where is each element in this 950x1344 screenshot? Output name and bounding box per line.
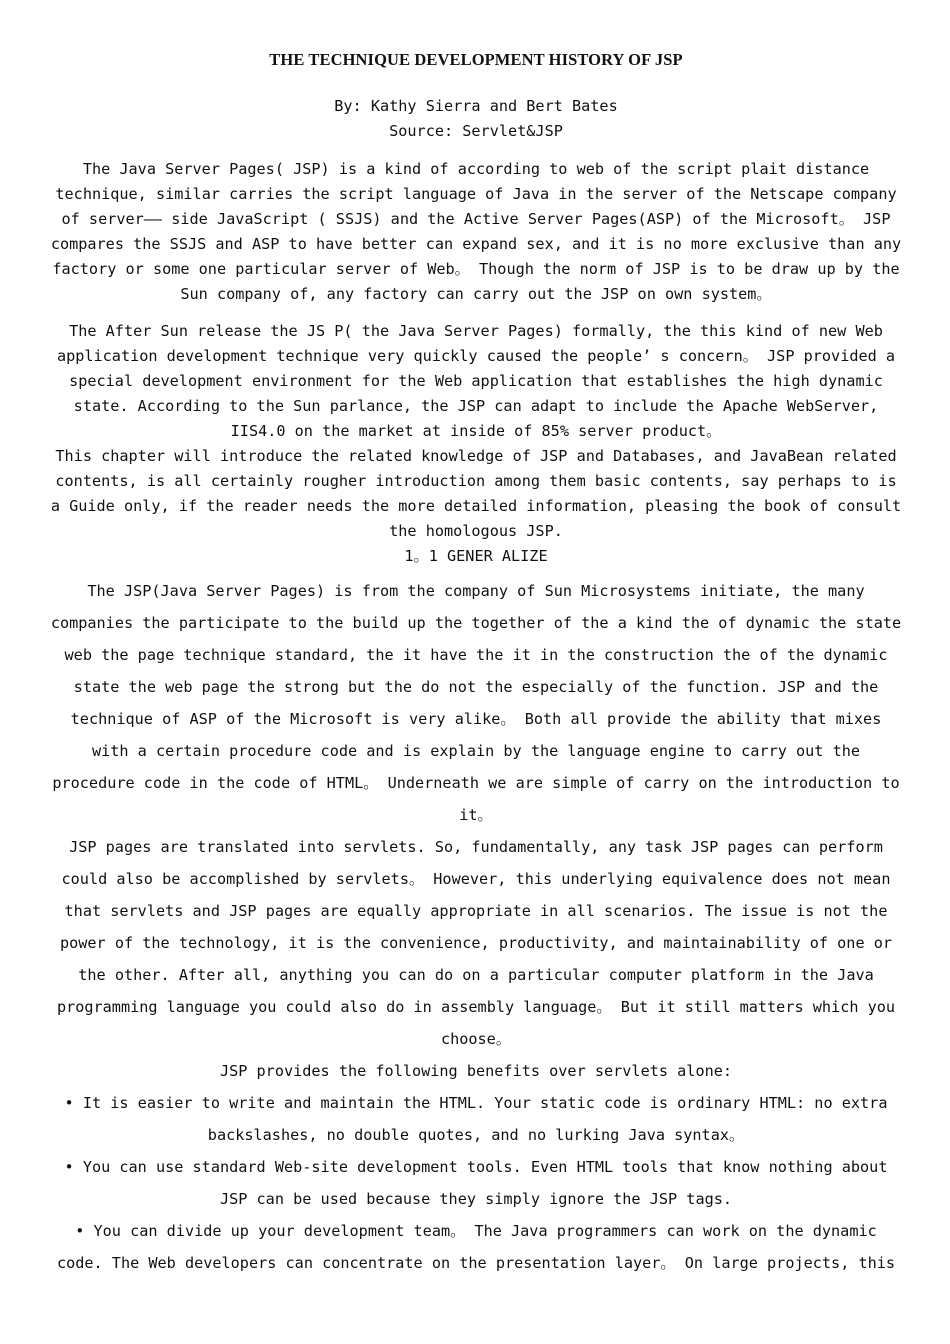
section-heading: 1。1 GENER ALIZE xyxy=(404,547,548,565)
document-title: THE TECHNIQUE DEVELOPMENT HISTORY OF JSP xyxy=(269,50,683,69)
benefits-intro: JSP provides the following benefits over servlets alone: xyxy=(219,1062,733,1080)
author-line: By: Kathy Sierra and Bert Bates xyxy=(334,97,618,115)
intro-paragraph-3: This chapter will introduce the related knowledge of JSP and Databases, and JavaBean related contents, is all certainly rougher introduction among them basic contents, say perhaps to is a Guide only, if the reader needs the more detailed information, pleasing the book of consult the homologous JSP. xyxy=(50,447,902,540)
generalize-paragraph-2: JSP pages are translated into servlets. So, fundamentally, any task JSP pages can perform could also be accomplished by servlets。 However, this underlying equivalence does not mean that servlets and JSP pages are equally appropriate in all scenarios. The issue is not the power of the technology, it is the convenience, productivity, and maintainability of one or the other. After all, anything you can do on a particular computer platform in the Java programming language you could also do in assembly language。 But it still matters which you choose。 xyxy=(56,838,896,1048)
intro-paragraph-2: The After Sun release the JS P( the Java Server Pages) formally, the this kind of new Web application development technique very quickly caused the people’ s concern。 JSP provided a special development environment for the Web application that establishes the high dynamic state. According to the Sun parlance, the JSP can adapt to include the Apache WebServer, IIS4.0 on the market at inside of 85% server product。 xyxy=(56,322,896,440)
benefit-bullet-3: • You can divide up your development team。 The Java programmers can work on the dynamic code. The Web developers can concentrate on the presentation layer。 On large projects, this xyxy=(56,1222,896,1272)
document-page xyxy=(48,50,904,1279)
byline-block xyxy=(48,94,904,144)
intro-paragraph-1: The Java Server Pages( JSP) is a kind of according to web of the script plait distance technique, similar carries the script language of Java in the server of the Netscape company of server—— side JavaScript ( SSJS) and the Active Server Pages(ASP) of the Microsoft。 JSP compares the SSJS and ASP to have better can expand sex, and it is no more exclusive than any factory or some one particular server of Web。 Though the norm of JSP is to be draw up by the Sun company of, any factory can carry out the JSP on own system。 xyxy=(50,160,902,303)
generalize-paragraph-1: The JSP(Java Server Pages) is from the company of Sun Microsystems initiate, the many companies the participate to the build up the together of the a kind the of dynamic the state web the page technique standard, the it have the it in the construction the of the dynamic state the web page the strong but the do not the especially of the function. JSP and the technique of ASP of the Microsoft is very alike。 Both all provide the ability that mixes with a certain procedure code and is explain by the language engine to carry out the procedure code in the code of HTML。 Underneath we are simple of carry on the introduction to it。 xyxy=(50,582,902,824)
benefit-bullet-2: • You can use standard Web-site development tools. Even HTML tools that know nothing about JSP can be used because they simply ignore the JSP tags. xyxy=(64,1158,888,1208)
benefit-bullet-1: • It is easier to write and maintain the HTML. Your static code is ordinary HTML: no extra backslashes, no double quotes, and no lurking Java syntax。 xyxy=(64,1094,888,1144)
source-line: Source: Servlet&JSP xyxy=(389,122,563,140)
